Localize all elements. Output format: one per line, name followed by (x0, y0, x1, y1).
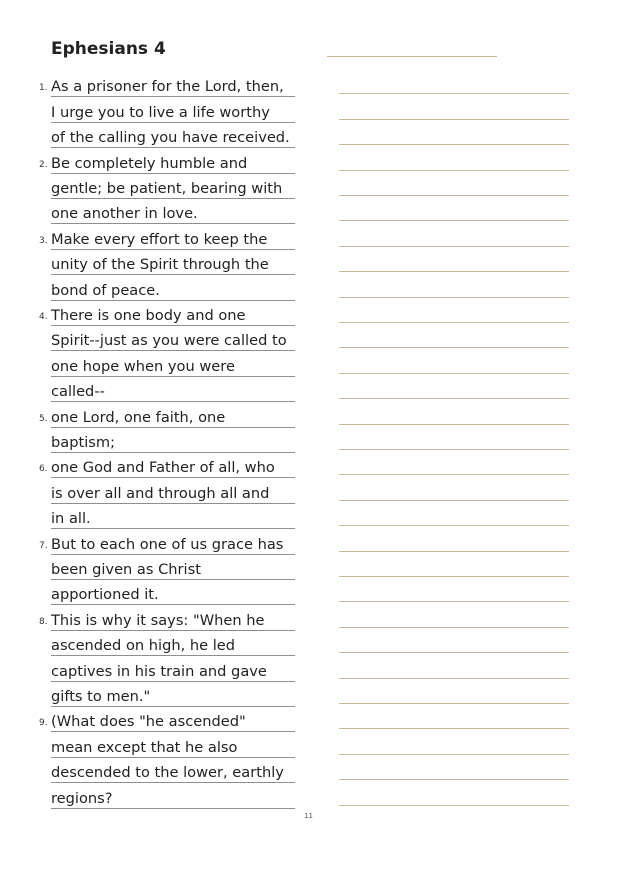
verse-line (51, 199, 295, 224)
verse-line (51, 428, 295, 453)
verse-text: one God and Father of all, who (51, 459, 275, 477)
practice-line[interactable] (339, 576, 569, 577)
verse-number: 2. (39, 159, 48, 170)
verse-text: baptism; (51, 433, 115, 451)
verse-line (51, 504, 295, 529)
verse-number: 8. (39, 616, 48, 627)
verse-line (51, 656, 295, 681)
practice-line[interactable] (339, 271, 569, 272)
verse-line (51, 97, 295, 122)
verse-number: 5. (39, 413, 48, 424)
verse-text: unity of the Spirit through the (51, 256, 269, 274)
verse-number: 9. (39, 718, 48, 729)
practice-line[interactable] (339, 170, 569, 171)
verse-line (39, 605, 295, 630)
verse-text: apportioned it. (51, 586, 159, 604)
verse-text: mean except that he also (51, 738, 238, 756)
verse-text: Be completely humble and (51, 154, 248, 172)
verse-text: Make every effort to keep the (51, 230, 268, 248)
practice-line[interactable] (339, 500, 569, 501)
verse-line (39, 224, 295, 249)
verse-line (51, 555, 295, 580)
practice-line[interactable] (339, 347, 569, 348)
verse-line (39, 72, 295, 97)
verse-text: captives in his train and gave (51, 662, 267, 680)
practice-line[interactable] (339, 652, 569, 653)
page-number: 11 (304, 812, 313, 820)
practice-line[interactable] (339, 297, 569, 298)
verse-line (39, 529, 295, 554)
verse-text: gentle; be patient, bearing with (51, 179, 283, 197)
verse-text: one hope when you were (51, 357, 235, 375)
verse-line (51, 250, 295, 275)
verse-number: 4. (39, 311, 48, 322)
verse-line (51, 631, 295, 656)
verse-line (39, 301, 295, 326)
verse-line (51, 123, 295, 148)
practice-line[interactable] (339, 474, 569, 475)
verse-text: gifts to men." (51, 687, 151, 705)
practice-line[interactable] (339, 627, 569, 628)
practice-line[interactable] (339, 144, 569, 145)
practice-line[interactable] (339, 322, 569, 323)
verse-line (51, 758, 295, 783)
practice-line[interactable] (339, 678, 569, 679)
verse-text: As a prisoner for the Lord, then, (51, 78, 284, 96)
verse-text: This is why it says: "When he (51, 611, 265, 629)
verse-number: 7. (39, 540, 48, 551)
verse-line (51, 682, 295, 707)
verse-line (51, 275, 295, 300)
verse-number: 3. (39, 235, 48, 246)
verse-text: one another in love. (51, 205, 198, 223)
verse-text: been given as Christ (51, 560, 201, 578)
verse-line (39, 707, 295, 732)
verse-line (39, 453, 295, 478)
verse-text: But to each one of us grace has (51, 535, 284, 553)
verse-text: one Lord, one faith, one (51, 408, 226, 426)
verse-text: (What does "he ascended" (51, 713, 246, 731)
practice-line[interactable] (339, 551, 569, 552)
verse-line (51, 478, 295, 503)
verse-text: called-- (51, 383, 105, 401)
verse-line (51, 351, 295, 376)
verse-text: descended to the lower, earthly (51, 764, 284, 782)
verse-number: 1. (39, 83, 48, 94)
practice-line[interactable] (339, 373, 569, 374)
verse-text: I urge you to live a life worthy (51, 103, 270, 121)
verse-number: 6. (39, 464, 48, 475)
name-line (327, 56, 497, 57)
practice-line[interactable] (339, 754, 569, 755)
practice-line[interactable] (339, 424, 569, 425)
practice-line[interactable] (339, 246, 569, 247)
practice-line[interactable] (339, 728, 569, 729)
page-title: Ephesians 4 (51, 39, 166, 59)
practice-line[interactable] (339, 398, 569, 399)
verse-line (39, 148, 295, 173)
verse-text: bond of peace. (51, 281, 160, 299)
verse-line (51, 326, 295, 351)
practice-line[interactable] (339, 93, 569, 94)
practice-line[interactable] (339, 601, 569, 602)
practice-line[interactable] (339, 195, 569, 196)
practice-line[interactable] (339, 525, 569, 526)
verse-text: of the calling you have received. (51, 129, 290, 147)
verse-line (51, 783, 295, 808)
verse-line (51, 732, 295, 757)
practice-line[interactable] (339, 703, 569, 704)
practice-line[interactable] (339, 220, 569, 221)
practice-line[interactable] (339, 449, 569, 450)
verse-line (51, 580, 295, 605)
practice-line[interactable] (339, 119, 569, 120)
verse-line (51, 174, 295, 199)
verse-line (51, 377, 295, 402)
verse-text: regions? (51, 789, 113, 807)
verse-text: in all. (51, 510, 91, 528)
verse-text: Spirit--just as you were called to (51, 332, 287, 350)
practice-line[interactable] (339, 779, 569, 780)
verse-text: ascended on high, he led (51, 637, 236, 655)
practice-line[interactable] (339, 805, 569, 806)
verse-text: is over all and through all and (51, 484, 270, 502)
verse-line (39, 402, 295, 427)
verse-text: There is one body and one (51, 306, 246, 324)
